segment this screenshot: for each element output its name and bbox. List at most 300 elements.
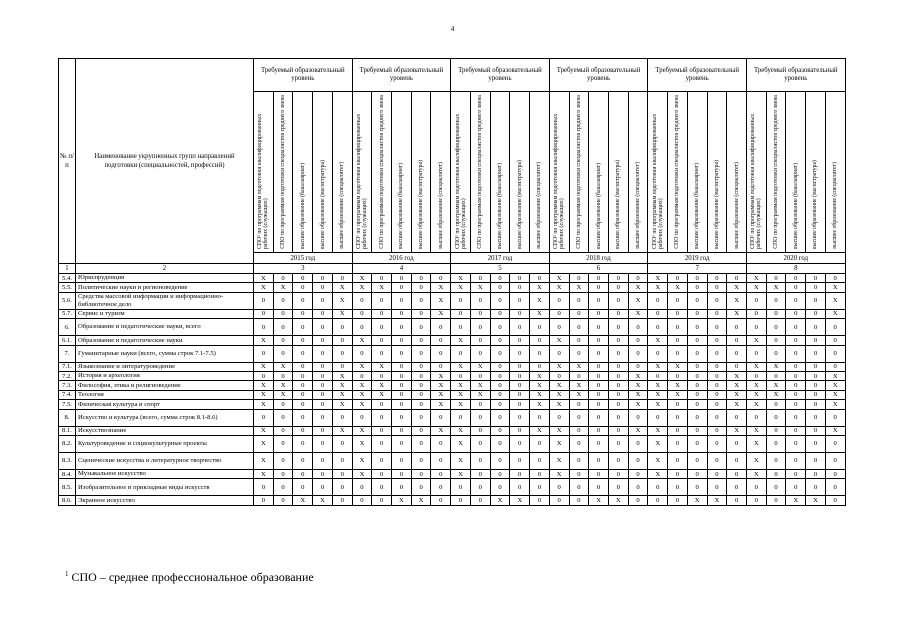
cell-value: X	[806, 496, 826, 505]
cell-value: 0	[490, 479, 510, 496]
cell-value: 0	[510, 283, 530, 292]
cell-value: 0	[254, 409, 274, 426]
row-name: Искусство и культура (всего, сумма строк 8.1-8.6)	[76, 409, 254, 426]
cell-value: 0	[273, 496, 293, 505]
page-number: 4	[450, 25, 455, 33]
cell-value: 0	[608, 283, 628, 292]
cell-value: 0	[530, 362, 550, 371]
sub-column-header	[825, 92, 845, 253]
required-level-header: Требуемый образовательный уровень	[451, 59, 550, 92]
cell-value: 0	[589, 381, 609, 390]
row-number: 8.	[59, 409, 76, 426]
cell-value: 0	[293, 390, 313, 399]
cell-value: 0	[589, 426, 609, 435]
cell-value: X	[766, 283, 786, 292]
column-number: 4	[352, 264, 451, 274]
row-name: Изобразительное и прикладные виды искусств	[76, 479, 254, 496]
cell-value: 0	[411, 479, 431, 496]
cell-value: X	[746, 336, 766, 345]
cell-value: 0	[746, 496, 766, 505]
cell-value: 0	[668, 496, 688, 505]
sub-column-label: высшее образование (бакалавриат)	[299, 162, 306, 249]
cell-value: 0	[766, 400, 786, 409]
cell-value: 0	[746, 371, 766, 380]
cell-value: 0	[273, 435, 293, 452]
cell-value: 0	[332, 274, 352, 283]
cell-value: X	[530, 283, 550, 292]
cell-value: 0	[273, 309, 293, 318]
cell-value: X	[569, 283, 589, 292]
cell-value: 0	[411, 452, 431, 469]
cell-value: 0	[628, 319, 648, 336]
cell-value: 0	[510, 274, 530, 283]
cell-value: 0	[707, 381, 727, 390]
cell-value: 0	[254, 292, 274, 309]
cell-value: X	[648, 381, 668, 390]
cell-value: 0	[549, 309, 569, 318]
cell-value: 0	[372, 319, 392, 336]
cell-value: 0	[372, 409, 392, 426]
row-name: Философия, этика и религиоведение	[76, 381, 254, 390]
cell-value: 0	[470, 336, 490, 345]
cell-value: X	[431, 292, 451, 309]
cell-value: X	[510, 496, 530, 505]
cell-value: X	[352, 435, 372, 452]
cell-value: 0	[589, 319, 609, 336]
sub-column-label: СПО по программам подготовки специалистов среднего звена	[378, 95, 385, 249]
cell-value: X	[569, 390, 589, 399]
cell-value: 0	[549, 409, 569, 426]
cell-value: 0	[549, 345, 569, 362]
cell-value: X	[825, 390, 845, 399]
cell-value: X	[372, 381, 392, 390]
cell-value: 0	[411, 336, 431, 345]
cell-value: X	[470, 362, 490, 371]
cell-value: X	[254, 426, 274, 435]
year-header: 2018 год	[549, 253, 648, 264]
cell-value: 0	[589, 469, 609, 478]
cell-value: 0	[431, 362, 451, 371]
sub-column-header	[608, 92, 628, 253]
required-level-header: Требуемый образовательный уровень	[746, 59, 845, 92]
table-header	[59, 59, 846, 274]
cell-value: 0	[313, 274, 333, 283]
cell-value: X	[273, 283, 293, 292]
cell-value: 0	[825, 319, 845, 336]
cell-value: X	[470, 283, 490, 292]
cell-value: X	[254, 390, 274, 399]
cell-value: 0	[549, 319, 569, 336]
sub-column-label: высшее образование (магистратура)	[713, 159, 720, 249]
cell-value: 0	[273, 336, 293, 345]
cell-value: 0	[608, 292, 628, 309]
cell-value: X	[352, 362, 372, 371]
cell-value: 0	[786, 336, 806, 345]
cell-value: 0	[628, 479, 648, 496]
cell-value: 0	[254, 371, 274, 380]
cell-value: 0	[372, 309, 392, 318]
row-number: 7.4.	[59, 390, 76, 399]
cell-value: X	[549, 283, 569, 292]
cell-value: X	[254, 469, 274, 478]
cell-value: 0	[392, 283, 412, 292]
cell-value: 0	[313, 435, 333, 452]
cell-value: 0	[510, 400, 530, 409]
cell-value: X	[451, 381, 471, 390]
cell-value: 0	[727, 452, 747, 469]
cell-value: 0	[431, 435, 451, 452]
cell-value: 0	[786, 274, 806, 283]
cell-value: 0	[372, 274, 392, 283]
cell-value: X	[530, 390, 550, 399]
row-name: Физическая культура и спорт	[76, 400, 254, 409]
row-name: История и археология	[76, 371, 254, 380]
cell-value: 0	[392, 274, 412, 283]
sub-column-header	[648, 92, 668, 253]
table-row	[59, 390, 846, 399]
cell-value: 0	[510, 426, 530, 435]
cell-value: 0	[411, 283, 431, 292]
cell-value: 0	[766, 469, 786, 478]
sub-column-label: СПО¹ по программам подготовки квалифицированных рабочих (служащих)	[454, 113, 467, 249]
name-column-header: Наименование укрупненных групп направлений подготовки (специальностей, профессий)	[76, 59, 254, 264]
cell-value: X	[530, 426, 550, 435]
cell-value: X	[648, 283, 668, 292]
cell-value: X	[254, 435, 274, 452]
cell-value: 0	[510, 469, 530, 478]
cell-value: 0	[530, 435, 550, 452]
cell-value: 0	[313, 309, 333, 318]
cell-value: 0	[332, 479, 352, 496]
cell-value: X	[648, 469, 668, 478]
sub-column-label: высшее образование (бакалавриат)	[398, 162, 405, 249]
cell-value: 0	[470, 409, 490, 426]
cell-value: 0	[707, 319, 727, 336]
cell-value: 0	[352, 371, 372, 380]
cell-value: 0	[313, 479, 333, 496]
number-column-header: № п/п	[59, 59, 76, 264]
cell-value: 0	[707, 283, 727, 292]
cell-value: 0	[608, 362, 628, 371]
cell-value: 0	[431, 452, 451, 469]
cell-value: 0	[411, 435, 431, 452]
cell-value: 0	[687, 345, 707, 362]
cell-value: X	[254, 336, 274, 345]
cell-value: 0	[569, 292, 589, 309]
cell-value: 0	[569, 496, 589, 505]
cell-value: 0	[392, 426, 412, 435]
cell-value: 0	[470, 426, 490, 435]
cell-value: 0	[313, 336, 333, 345]
cell-value: 0	[806, 469, 826, 478]
cell-value: 0	[766, 292, 786, 309]
cell-value: 0	[451, 479, 471, 496]
cell-value: X	[451, 452, 471, 469]
cell-value: 0	[766, 274, 786, 283]
cell-value: 0	[687, 319, 707, 336]
cell-value: 0	[806, 409, 826, 426]
cell-value: X	[254, 283, 274, 292]
cell-value: X	[254, 452, 274, 469]
row-number: 7.2.	[59, 371, 76, 380]
cell-value: 0	[687, 452, 707, 469]
cell-value: 0	[766, 345, 786, 362]
sub-column-label: СПО¹ по программам подготовки квалифицированных рабочих (служащих)	[355, 113, 368, 249]
cell-value: 0	[352, 345, 372, 362]
footnote-marker: 1	[65, 570, 69, 578]
cell-value: 0	[313, 371, 333, 380]
cell-value: 0	[707, 362, 727, 371]
cell-value: 0	[313, 426, 333, 435]
cell-value: 0	[273, 371, 293, 380]
sub-column-label: СПО¹ по программам подготовки квалифицированных рабочих (служащих)	[552, 113, 566, 249]
cell-value: 0	[490, 381, 510, 390]
cell-value: 0	[392, 381, 412, 390]
cell-value: 0	[786, 362, 806, 371]
row-number: 5.7.	[59, 309, 76, 318]
cell-value: 0	[766, 496, 786, 505]
cell-value: X	[549, 274, 569, 283]
cell-value: 0	[608, 400, 628, 409]
year-header: 2020 год	[746, 253, 845, 264]
cell-value: 0	[806, 274, 826, 283]
cell-value: 0	[589, 336, 609, 345]
cell-value: X	[352, 390, 372, 399]
cell-value: X	[431, 309, 451, 318]
sub-column-label: СПО¹ по программам подготовки квалифицированных рабочих (служащих)	[651, 113, 664, 249]
cell-value: 0	[392, 479, 412, 496]
cell-value: X	[628, 292, 648, 309]
cell-value: 0	[510, 309, 530, 318]
cell-value: 0	[687, 390, 707, 399]
cell-value: 0	[451, 345, 471, 362]
cell-value: 0	[727, 362, 747, 371]
cell-value: X	[470, 381, 490, 390]
row-number: 8.6.	[59, 496, 76, 505]
cell-value: X	[766, 362, 786, 371]
cell-value: 0	[313, 409, 333, 426]
year-header: 2015 год	[254, 253, 353, 264]
cell-value: 0	[608, 381, 628, 390]
cell-value: 0	[510, 409, 530, 426]
cell-value: X	[273, 381, 293, 390]
cell-value: 0	[273, 400, 293, 409]
sub-column-header	[766, 92, 786, 253]
cell-value: 0	[668, 309, 688, 318]
cell-value: 0	[589, 479, 609, 496]
cell-value: X	[273, 362, 293, 371]
cell-value: 0	[608, 409, 628, 426]
cell-value: X	[451, 283, 471, 292]
cell-value: 0	[687, 435, 707, 452]
row-name: Сценические искусства и литературное творчество	[76, 452, 254, 469]
cell-value: 0	[352, 309, 372, 318]
cell-value: 0	[293, 479, 313, 496]
cell-value: 0	[786, 309, 806, 318]
table-row	[59, 309, 846, 318]
cell-value: 0	[273, 319, 293, 336]
row-number: 8.3.	[59, 452, 76, 469]
required-level-header: Требуемый образовательный уровень	[352, 59, 451, 92]
sub-column-header	[352, 92, 372, 253]
cell-value: X	[332, 400, 352, 409]
cell-value: X	[648, 400, 668, 409]
table-row	[59, 469, 846, 478]
cell-value: 0	[273, 274, 293, 283]
cell-value: X	[746, 390, 766, 399]
cell-value: 0	[648, 345, 668, 362]
cell-value: 0	[490, 274, 510, 283]
sub-column-label: высшее образование (специалитет)	[437, 162, 444, 249]
cell-value: 0	[668, 345, 688, 362]
cell-value: 0	[608, 469, 628, 478]
cell-value: X	[431, 283, 451, 292]
cell-value: 0	[569, 274, 589, 283]
cell-value: 0	[668, 479, 688, 496]
cell-value: X	[549, 362, 569, 371]
cell-value: X	[372, 283, 392, 292]
cell-value: 0	[431, 469, 451, 478]
cell-value: 0	[313, 345, 333, 362]
cell-value: 0	[806, 345, 826, 362]
cell-value: 0	[530, 479, 550, 496]
cell-value: 0	[490, 426, 510, 435]
cell-value: 0	[372, 469, 392, 478]
cell-value: X	[352, 469, 372, 478]
cell-value: 0	[490, 292, 510, 309]
row-number: 5.5.	[59, 283, 76, 292]
cell-value: 0	[628, 469, 648, 478]
cell-value: X	[549, 469, 569, 478]
cell-value: 0	[648, 371, 668, 380]
cell-value: 0	[530, 409, 550, 426]
cell-value: 0	[707, 345, 727, 362]
row-number: 8.4.	[59, 469, 76, 478]
cell-value: 0	[273, 479, 293, 496]
cell-value: 0	[707, 309, 727, 318]
row-number: 5.4.	[59, 274, 76, 283]
cell-value: X	[687, 496, 707, 505]
cell-value: 0	[510, 371, 530, 380]
cell-value: 0	[707, 479, 727, 496]
cell-value: 0	[668, 336, 688, 345]
cell-value: 0	[628, 345, 648, 362]
cell-value: 0	[608, 319, 628, 336]
cell-value: 0	[352, 319, 372, 336]
cell-value: 0	[431, 479, 451, 496]
cell-value: X	[668, 381, 688, 390]
row-number: 7.	[59, 345, 76, 362]
cell-value: 0	[392, 469, 412, 478]
cell-value: 0	[490, 452, 510, 469]
cell-value: 0	[766, 452, 786, 469]
sub-column-header	[569, 92, 589, 253]
sub-column-header	[530, 92, 550, 253]
cell-value: 0	[293, 362, 313, 371]
cell-value: 0	[786, 426, 806, 435]
cell-value: X	[628, 283, 648, 292]
year-header: 2017 год	[451, 253, 550, 264]
cell-value: 0	[490, 469, 510, 478]
cell-value: 0	[313, 469, 333, 478]
cell-value: X	[352, 336, 372, 345]
cell-value: 0	[313, 362, 333, 371]
cell-value: 0	[411, 381, 431, 390]
cell-value: 0	[825, 496, 845, 505]
cell-value: 0	[687, 469, 707, 478]
cell-value: X	[530, 381, 550, 390]
cell-value: 0	[746, 345, 766, 362]
cell-value: 0	[332, 409, 352, 426]
cell-value: X	[825, 400, 845, 409]
row-name: Образование и педагогические науки, всего	[76, 319, 254, 336]
cell-value: 0	[589, 371, 609, 380]
cell-value: X	[648, 452, 668, 469]
cell-value: 0	[372, 345, 392, 362]
table-row	[59, 371, 846, 380]
cell-value: 0	[411, 309, 431, 318]
cell-value: 0	[648, 292, 668, 309]
cell-value: X	[273, 390, 293, 399]
cell-value: X	[372, 362, 392, 371]
cell-value: 0	[332, 469, 352, 478]
cell-value: 0	[727, 469, 747, 478]
cell-value: X	[451, 336, 471, 345]
cell-value: 0	[254, 496, 274, 505]
cell-value: X	[411, 496, 431, 505]
cell-value: 0	[766, 371, 786, 380]
cell-value: X	[530, 400, 550, 409]
cell-value: 0	[549, 371, 569, 380]
cell-value: 0	[392, 292, 412, 309]
cell-value: 0	[687, 336, 707, 345]
cell-value: X	[451, 400, 471, 409]
cell-value: 0	[786, 319, 806, 336]
cell-value: X	[530, 309, 550, 318]
cell-value: X	[707, 496, 727, 505]
cell-value: 0	[727, 435, 747, 452]
cell-value: 0	[746, 479, 766, 496]
cell-value: X	[648, 362, 668, 371]
cell-value: 0	[254, 309, 274, 318]
sub-column-label: высшее образование (специалитет)	[536, 162, 543, 249]
cell-value: 0	[806, 336, 826, 345]
cell-value: 0	[313, 381, 333, 390]
cell-value: 0	[411, 409, 431, 426]
cell-value: 0	[786, 479, 806, 496]
cell-value: 0	[392, 309, 412, 318]
cell-value: X	[313, 496, 333, 505]
cell-value: 0	[411, 362, 431, 371]
row-number: 7.1.	[59, 362, 76, 371]
cell-value: 0	[608, 371, 628, 380]
cell-value: 0	[766, 309, 786, 318]
cell-value: 0	[569, 371, 589, 380]
cell-value: 0	[332, 496, 352, 505]
cell-value: 0	[589, 274, 609, 283]
cell-value: 0	[470, 469, 490, 478]
cell-value: 0	[372, 371, 392, 380]
cell-value: 0	[746, 319, 766, 336]
cell-value: 0	[786, 371, 806, 380]
cell-value: 0	[530, 496, 550, 505]
cell-value: X	[530, 292, 550, 309]
cell-value: 0	[293, 435, 313, 452]
cell-value: 0	[332, 319, 352, 336]
cell-value: X	[628, 371, 648, 380]
cell-value: 0	[490, 319, 510, 336]
cell-value: 0	[786, 381, 806, 390]
